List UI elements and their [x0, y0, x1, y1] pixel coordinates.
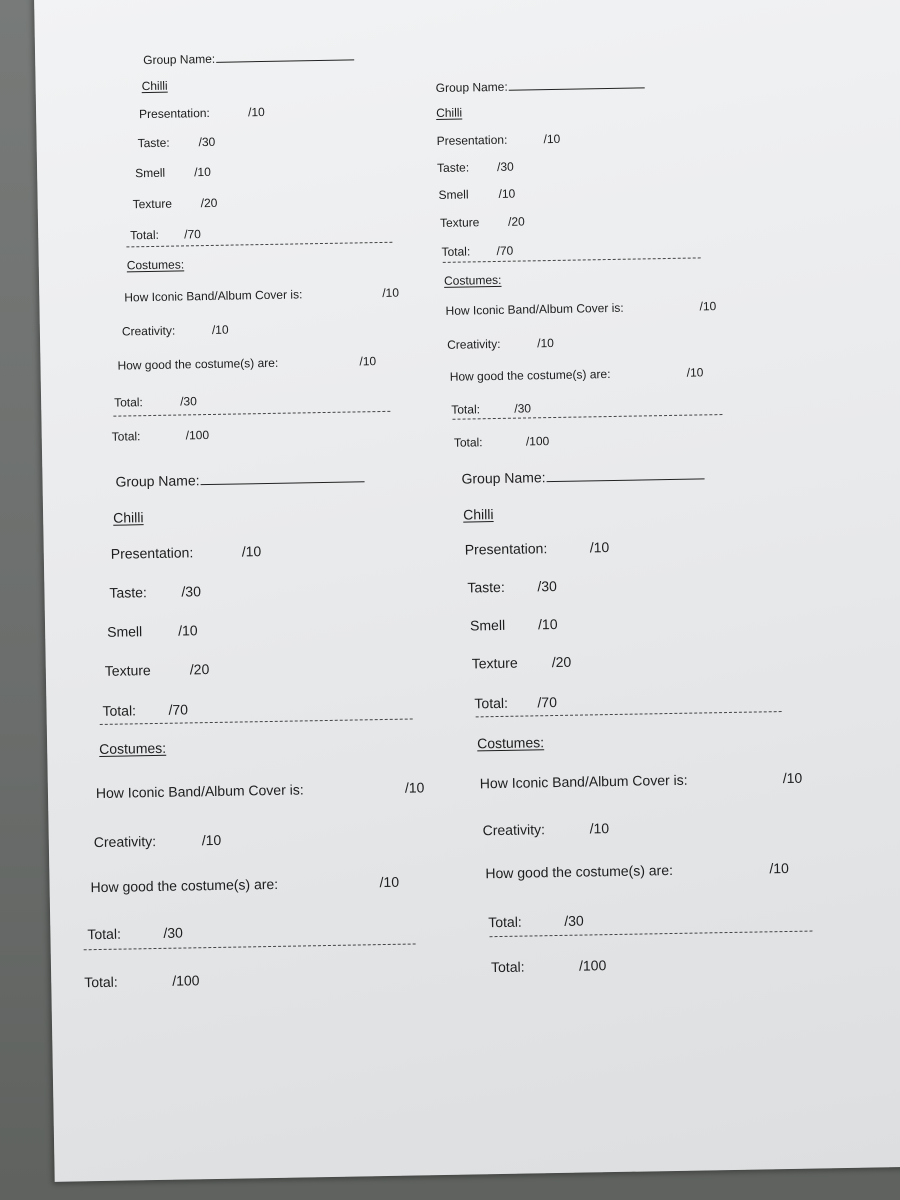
- section-divider: [84, 943, 416, 950]
- smell-max: /10: [537, 615, 558, 633]
- group-name-row: Group Name:: [115, 470, 364, 488]
- grand-total-label: Total:: [84, 973, 118, 991]
- texture-label: Texture: [104, 662, 151, 679]
- presentation-max: /10: [589, 539, 610, 556]
- grand-total-label: Total:: [490, 958, 525, 976]
- presentation-label: Presentation:: [436, 132, 508, 148]
- smell-label: Smell: [135, 165, 166, 181]
- presentation-max: /10: [241, 543, 262, 560]
- taste-label: Taste:: [436, 160, 470, 175]
- taste-max: /30: [181, 583, 202, 600]
- chilli-total-max: /70: [168, 701, 189, 718]
- costume-quality-max: /10: [359, 354, 377, 369]
- group-name-blank[interactable]: [216, 59, 354, 62]
- costume-quality-label: How good the costume(s) are:: [449, 366, 611, 384]
- presentation-label: Presentation:: [464, 540, 548, 558]
- smell-max: /10: [498, 186, 516, 201]
- costumes-total-label: Total:: [114, 395, 143, 410]
- smell-label: Smell: [107, 623, 143, 640]
- smell-max: /10: [177, 622, 198, 639]
- creativity-label: Creativity:: [121, 323, 176, 339]
- costume-quality-max: /10: [769, 859, 789, 877]
- iconic-label: How Iconic Band/Album Cover is:: [124, 287, 303, 305]
- creativity-max: /10: [201, 831, 222, 849]
- iconic-label: How Iconic Band/Album Cover is:: [95, 781, 304, 802]
- group-name-row: Group Name:: [143, 50, 354, 66]
- chilli-total-label: Total:: [474, 694, 509, 712]
- texture-max: /20: [189, 661, 210, 678]
- costumes-total-label: Total:: [488, 913, 522, 931]
- score-sheet: [34, 0, 900, 1182]
- taste-label: Taste:: [137, 135, 170, 151]
- group-name-blank[interactable]: [547, 478, 705, 482]
- creativity-label: Creativity:: [447, 336, 501, 352]
- grand-total-max: /100: [185, 428, 210, 443]
- iconic-max: /10: [782, 769, 803, 787]
- section-divider: [452, 414, 722, 420]
- texture-label: Texture: [132, 196, 173, 212]
- chilli-heading: Chilli: [141, 78, 168, 94]
- chilli-heading: Chilli: [463, 506, 494, 523]
- grand-total-max: /100: [525, 434, 550, 449]
- taste-max: /30: [537, 577, 558, 595]
- costumes-total-label: Total:: [451, 402, 481, 417]
- iconic-max: /10: [699, 299, 717, 314]
- grand-total-max: /100: [578, 957, 607, 974]
- creativity-label: Creativity:: [482, 821, 546, 839]
- costumes-heading: Costumes:: [443, 272, 502, 288]
- section-divider: [126, 242, 392, 248]
- section-divider: [490, 931, 813, 938]
- section-divider: [100, 719, 413, 725]
- section-divider: [113, 411, 390, 417]
- smell-label: Smell: [469, 616, 506, 634]
- texture-label: Texture: [471, 654, 518, 672]
- creativity-label: Creativity:: [93, 833, 157, 851]
- costume-quality-max: /10: [686, 365, 704, 380]
- smell-max: /10: [194, 164, 211, 180]
- taste-max: /30: [198, 134, 216, 150]
- texture-label: Texture: [439, 215, 480, 230]
- costume-quality-label: How good the costume(s) are:: [485, 861, 674, 882]
- chilli-heading: Chilli: [436, 105, 463, 120]
- section-divider: [443, 257, 701, 263]
- group-name-blank[interactable]: [201, 481, 365, 485]
- costumes-total-max: /30: [564, 912, 584, 929]
- chilli-total-label: Total:: [130, 227, 160, 243]
- costume-quality-max: /10: [379, 873, 400, 891]
- section-divider: [476, 711, 782, 717]
- chilli-total-max: /70: [537, 693, 558, 711]
- taste-label: Taste:: [467, 578, 505, 596]
- iconic-label: How Iconic Band/Album Cover is:: [479, 771, 688, 792]
- chilli-heading: Chilli: [113, 509, 144, 526]
- iconic-max: /10: [404, 779, 425, 796]
- taste-label: Taste:: [109, 584, 147, 601]
- texture-max: /20: [200, 195, 218, 211]
- presentation-max: /10: [543, 131, 561, 147]
- costumes-total-max: /30: [180, 394, 197, 409]
- costumes-total-max: /30: [514, 401, 532, 416]
- grand-total-max: /100: [172, 972, 200, 989]
- texture-max: /20: [551, 653, 572, 671]
- creativity-max: /10: [537, 335, 554, 351]
- iconic-label: How Iconic Band/Album Cover is:: [445, 300, 624, 318]
- iconic-max: /10: [382, 285, 400, 300]
- costume-quality-label: How good the costume(s) are:: [90, 875, 279, 896]
- creativity-max: /10: [589, 820, 610, 837]
- presentation-label: Presentation:: [138, 105, 210, 122]
- grand-total-label: Total:: [111, 429, 141, 444]
- chilli-total-max: /70: [496, 243, 514, 258]
- group-name-row: Group Name:: [436, 78, 645, 94]
- costumes-total-label: Total:: [87, 925, 122, 943]
- creativity-max: /10: [211, 322, 229, 337]
- chilli-total-label: Total:: [441, 244, 471, 259]
- texture-max: /20: [507, 214, 525, 229]
- presentation-label: Presentation:: [110, 544, 194, 562]
- group-name-row: Group Name:: [461, 467, 704, 485]
- costumes-total-max: /30: [163, 924, 184, 941]
- group-name-blank[interactable]: [509, 87, 645, 90]
- presentation-max: /10: [247, 104, 265, 120]
- smell-label: Smell: [438, 187, 469, 202]
- chilli-total-max: /70: [184, 227, 202, 242]
- costumes-heading: Costumes:: [126, 257, 185, 273]
- costume-quality-label: How good the costume(s) are:: [117, 355, 279, 373]
- chilli-total-label: Total:: [102, 702, 137, 719]
- taste-max: /30: [496, 159, 514, 174]
- costumes-heading: Costumes:: [477, 734, 545, 752]
- grand-total-label: Total:: [453, 435, 483, 450]
- costumes-heading: Costumes:: [99, 739, 167, 757]
